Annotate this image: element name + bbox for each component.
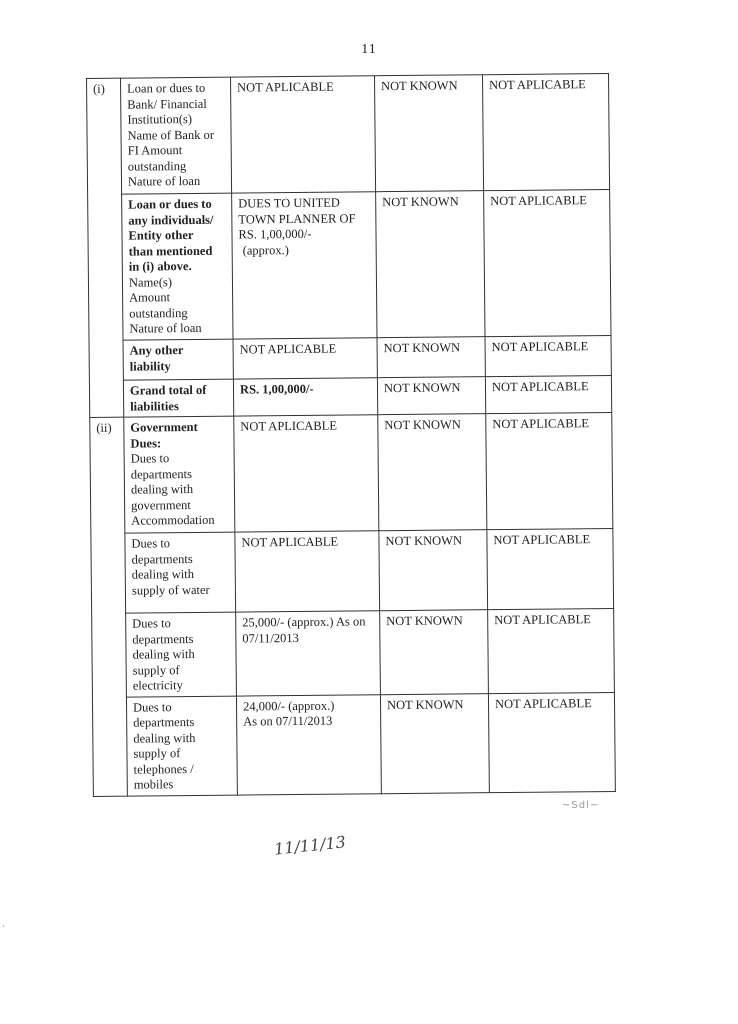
status-cell: NOT KNOWN (380, 610, 489, 695)
row-description: Loan or dues to Bank/ Financial Institution(s) Name of Bank or FI Amount outstanding Nature of loan (121, 77, 232, 194)
table-row (89, 375, 611, 417)
amount-cell: NOT APLICABLE (235, 531, 380, 612)
table-row (92, 692, 615, 796)
grand-total-amount: RS. 1,00,000/- (233, 378, 377, 416)
row-description: Any other liability (123, 339, 233, 380)
row-description: Loan or dues to any individuals/ Entity other than mentioned in (i) above. Name(s) Amount outstanding Nature of loan (122, 193, 233, 340)
status-cell: NOT KNOWN (374, 75, 483, 192)
applicability-cell: NOT APLICABLE (485, 375, 611, 413)
applicability-cell: NOT APLICABLE (485, 335, 611, 376)
row-description: Grand total of liabilities (123, 379, 233, 417)
row-description: Dues to departments dealing with supply of water (125, 532, 236, 613)
applicability-cell: NOT APLICABLE (486, 412, 613, 529)
applicability-cell: NOT APLICABLE (482, 73, 609, 190)
amount-cell: NOT APLICABLE (233, 338, 377, 379)
status-cell: NOT KNOWN (378, 414, 487, 531)
amount-cell: 25,000/- (approx.) As on 07/11/2013 (236, 611, 381, 696)
amount-cell: 24,000/- (approx.) As on 07/11/2013 (236, 694, 381, 794)
status-cell: NOT KNOWN (380, 693, 489, 793)
table-row (88, 189, 611, 340)
page-number: 11 (361, 42, 377, 57)
applicability-cell: NOT APLICABLE (487, 528, 614, 609)
section-label: (ii) (90, 417, 128, 796)
status-cell: NOT KNOWN (377, 337, 485, 378)
row-description: Dues to departments dealing with supply of telephones / mobiles (126, 696, 237, 796)
liabilities-table (86, 73, 616, 796)
status-cell: NOT KNOWN (377, 377, 485, 415)
section-label: (i) (87, 78, 124, 417)
amount-cell: NOT APLICABLE (230, 76, 375, 193)
applicability-cell: NOT APLICABLE (484, 189, 611, 336)
amount-cell: DUES TO UNITED TOWN PLANNER OF RS. 1,00,000/- (approx.) (232, 192, 377, 339)
applicability-cell: NOT APLICABLE (488, 692, 615, 792)
row-description: Government Dues: Dues to departments dealing with government Accommodation (124, 416, 235, 533)
status-cell: NOT KNOWN (376, 191, 485, 338)
status-cell: NOT KNOWN (379, 530, 488, 611)
margin-dot: · (2, 922, 5, 931)
amount-cell: NOT APLICABLE (234, 415, 379, 532)
handwritten-signature: 11/11/13 (273, 832, 347, 859)
table-row (89, 335, 611, 380)
table-row (87, 73, 610, 194)
liabilities-table-wrapper (86, 73, 615, 796)
applicability-cell: NOT APLICABLE (488, 608, 615, 693)
table-row (90, 412, 613, 533)
row-description: Dues to departments dealing with supply of electricity (126, 612, 237, 697)
table-row (92, 608, 615, 697)
table-row (91, 528, 614, 613)
stamp-mark: ~Sdl~ (562, 800, 600, 811)
